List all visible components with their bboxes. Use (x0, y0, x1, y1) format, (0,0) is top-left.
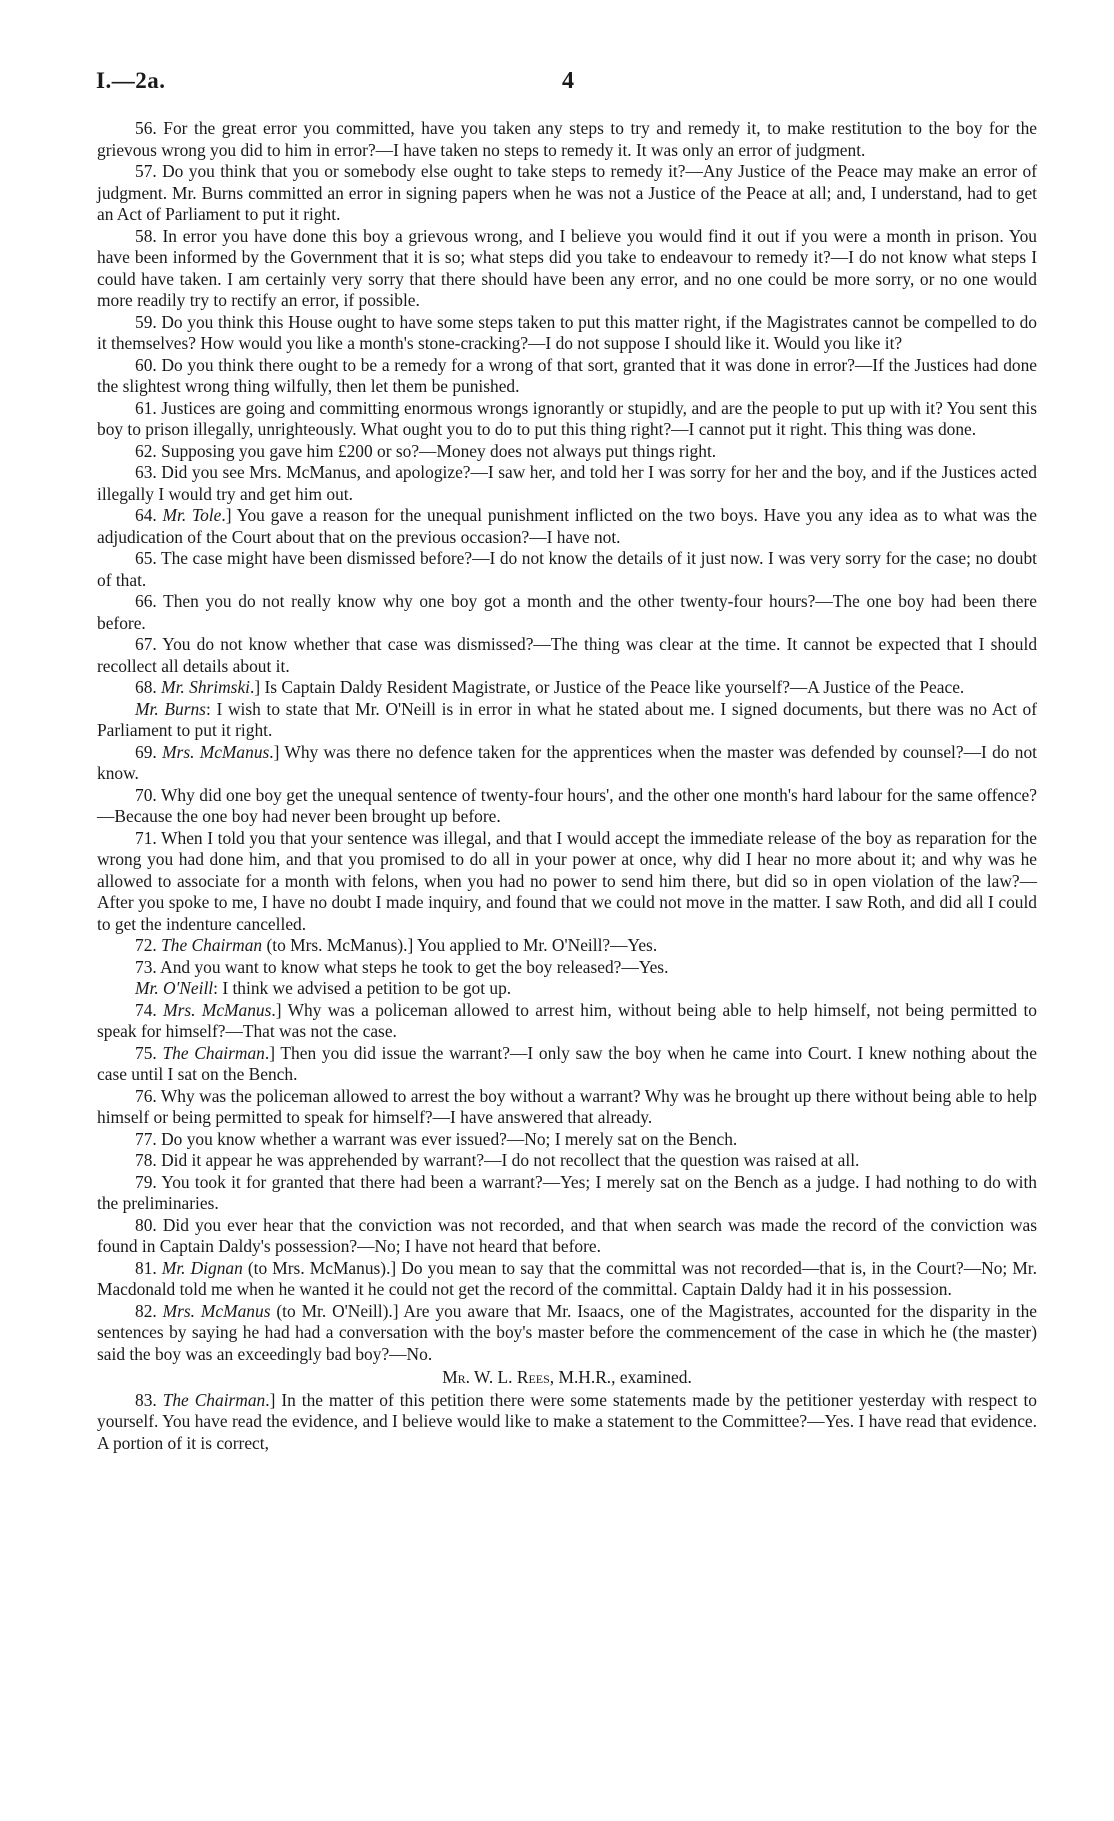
paragraph-number: 73. (135, 956, 157, 977)
paragraph (97, 1215, 1037, 1258)
paragraph-number: 76. (135, 1085, 157, 1106)
paragraph-text: Then you do not really know why one boy got a month and the other twenty-four hours?—The one boy had been there before. (97, 591, 1038, 633)
paragraph-text: Do you know whether a warrant was ever issued?—No; I merely sat on the Bench. (161, 1128, 738, 1149)
speaker-name: Mr. O'Neill (135, 978, 214, 998)
paragraph-number: 78. (135, 1150, 157, 1170)
witness-heading (97, 1367, 1037, 1389)
page-header (96, 68, 1036, 98)
paragraph (97, 1172, 1037, 1215)
paragraph-text: Then you did issue the warrant?—I only saw the boy when he came into Court. I knew nothing about the case until I sat on the Bench. (97, 1042, 1037, 1084)
paragraph (97, 935, 1037, 957)
paragraph (97, 634, 1037, 677)
paragraph-number: 74. (135, 999, 157, 1020)
paragraph-number: 72. (135, 935, 157, 955)
paragraph-number: 66. (135, 591, 157, 611)
paragraph-text: The case might have been dismissed before?—I do not know the details of it just now. I was very sorry for the case; no doubt of that. (97, 548, 1037, 590)
paragraph (97, 312, 1037, 355)
paragraph-text: In the matter of this petition there were some statements made by the petitioner yesterday with respect to yourself. You have read the evidence, and I believe would like to make a statement to the Committee?—Yes. I have read that evidence. A portion of it is correct, (97, 1389, 1037, 1453)
paragraph-number: 62. (135, 440, 157, 461)
paragraph-text: Justices are going and committing enormous wrongs ignorantly or stupidly, and are the people to put up with it? You sent this boy to prison illegally, unrighteously. What ought you to do to put this thing right?—I cannot put it right. This thing was done. (97, 397, 1037, 439)
speaker-tail: (to Mrs. McManus).] (242, 1257, 397, 1278)
paragraph-number: 82. (135, 1300, 157, 1321)
paragraph-text: Why was a policeman allowed to arrest him, without being able to help himself, not being permitted to speak for himself?—That was not the case. (97, 999, 1037, 1041)
paragraph-text: And you want to know what steps he took to get the boy released?—Yes. (160, 956, 669, 977)
paragraph-text: Why was there no defence taken for the apprentices when the master was defended by counsel?—I do not know. (97, 741, 1037, 783)
paragraph-text: Do you think that you or somebody else ought to take steps to remedy it?—Any Justice of the Peace may make an error of judgment. Mr. Burns committed an error in signing papers when he was not a Justice of the Peace at all; and, I understand, had to get an Act of Parliament to put it right. (97, 161, 1037, 224)
speaker-name: Mr. Burns (135, 698, 206, 719)
paragraph-number: 80. (135, 1214, 157, 1235)
speaker-name: The Chairman (162, 1389, 266, 1410)
witness-name: Mr. W. L. Rees, M.H.R., (442, 1367, 616, 1387)
speaker-name: The Chairman (161, 935, 263, 955)
paragraph-text: In error you have done this boy a grievous wrong, and I believe you would find it out if you were a month in prison. You have been informed by the Government that it is so; what steps did you take to endeavour to remedy it?—I do not know what steps I could have taken. I am certainly very sorry that there should have been any error, and no one could be more sorry, or no one would more readily try to rectify an error, if possible. (97, 225, 1037, 310)
paragraph (97, 1301, 1037, 1366)
paragraph (97, 1043, 1037, 1086)
paragraph-number: 64. (135, 505, 157, 525)
speaker-tail: (to Mr. O'Neill).] (270, 1300, 399, 1321)
paragraph (97, 505, 1037, 548)
speaker-tail: : (213, 978, 218, 998)
speaker-tail: .] (221, 505, 232, 525)
speaker-name: Mr. Shrimski (161, 677, 250, 697)
speaker-tail: .] (250, 677, 261, 697)
speaker-name: Mrs. McManus (162, 1300, 271, 1321)
paragraph (97, 1086, 1037, 1129)
paragraph (97, 785, 1037, 828)
paragraph-number: 71. (135, 827, 157, 848)
paragraph (97, 828, 1037, 936)
paragraph-number: 65. (135, 548, 157, 568)
paragraph-text: For the great error you committed, have you taken any steps to try and remedy it, to make restitution to the boy for the grievous wrong you did to him in error?—I have taken no steps to remedy it. It was only an error of judgment. (97, 118, 1037, 160)
paragraph (97, 441, 1037, 463)
paragraph-text: Do you think there ought to be a remedy for a wrong of that sort, granted that it was done in error?—If the Justices had done the slightest wrong thing wilfully, then let them be punished. (97, 354, 1037, 396)
paragraph (97, 677, 1037, 699)
paragraph-text: You do not know whether that case was dismissed?—The thing was clear at the time. It cannot be expected that I should recollect all details about it. (97, 634, 1038, 676)
paragraph-number: 59. (135, 311, 157, 332)
speaker-tail: .] (264, 1042, 275, 1063)
paragraph (97, 355, 1037, 398)
paragraph-text: Did you ever hear that the conviction was not recorded, and that when search was made the record of the conviction was found in Captain Daldy's possession?—No; I have not heard that before. (97, 1214, 1037, 1256)
paragraph (97, 591, 1037, 634)
paragraph (97, 1000, 1037, 1043)
paragraph (97, 398, 1037, 441)
paragraph (97, 742, 1037, 785)
paragraph-number: 77. (135, 1128, 157, 1149)
paragraph-text: You applied to Mr. O'Neill?—Yes. (413, 935, 658, 955)
speaker-tail: .] (265, 1389, 276, 1410)
paragraph (97, 462, 1037, 505)
paragraph (97, 978, 1037, 1000)
speaker-name: Mr. Tole (162, 505, 222, 525)
speaker-name: Mrs. McManus (163, 999, 272, 1020)
paragraph-number: 70. (135, 784, 157, 805)
paragraph-text: Why did one boy get the unequal sentence of twenty-four hours', and the other one month's hard labour for the same offence?—Because the one boy had never been brought up before. (97, 784, 1037, 826)
paragraph-number: 81. (135, 1257, 157, 1278)
paragraph-text: Supposing you gave him £200 or so?—Money does not always put things right. (161, 440, 717, 461)
document-body (97, 118, 1037, 1454)
paragraph (97, 548, 1037, 591)
paragraph-text: You gave a reason for the unequal punishment inflicted on the two boys. Have you any idea as to what was the adjudication of the Court about that on the previous occasion?—I have not. (97, 505, 1037, 547)
paragraph (97, 1129, 1037, 1151)
speaker-name: Mr. Dignan (161, 1257, 243, 1278)
paragraph-text: When I told you that your sentence was illegal, and that I would accept the immediate release of the boy as reparation for the wrong you had done him, and that you promised to do all in your power at once, why did I hear no more about it; and why was he allowed to associate for a month with felons, when you had no power to send him there, but did so in open violation of the law?—After you spoke to me, I have no doubt I made inquiry, and found that we could not move in the matter. I saw Roth, and did all I could to get the indenture cancelled. (97, 827, 1037, 934)
paragraph (97, 1150, 1037, 1172)
paragraph-text: Is Captain Daldy Resident Magistrate, or Justice of the Peace like yourself?—A Justice of the Peace. (260, 677, 965, 697)
speaker-tail: .] (269, 741, 280, 762)
paragraph-text: Did it appear he was apprehended by warrant?—I do not recollect that the question was raised at all. (161, 1150, 860, 1170)
paragraph-number: 63. (135, 462, 157, 482)
paragraph (97, 161, 1037, 226)
paragraph-text: Do you mean to say that the committal was not recorded—that is, in the Court?—No; Mr. Macdonald told me when he wanted it he could not get the record of the committal. Captain Daldy had it in his possession. (97, 1257, 1037, 1299)
paragraph-text: Did you see Mrs. McManus, and apologize?—I saw her, and told her I was sorry for her and the boy, and if the Justices acted illegally I would try and get him out. (97, 462, 1037, 504)
document-reference: I.—2a. (96, 68, 166, 93)
witness-heading-suffix: examined. (615, 1367, 692, 1387)
paragraph (97, 1390, 1037, 1455)
paragraph-number: 56. (135, 118, 157, 138)
paragraph-number: 69. (135, 741, 157, 762)
paragraph-text: Are you aware that Mr. Isaacs, one of the Magistrates, accounted for the disparity in the sentences by saying he had had a conversation with the boy's master before the commencement of the case in which he (the master) said the boy was an exceedingly bad boy?—No. (97, 1300, 1037, 1364)
speaker-name: Mrs. McManus (162, 741, 270, 762)
paragraph-number: 83. (135, 1389, 157, 1410)
paragraph-number: 68. (135, 677, 157, 697)
paragraph-number: 79. (135, 1171, 157, 1192)
paragraph-number: 60. (135, 354, 157, 375)
paragraph (97, 957, 1037, 979)
paragraph (97, 699, 1037, 742)
paragraph-number: 75. (135, 1042, 157, 1063)
paragraph-number: 57. (135, 161, 157, 181)
paragraph (97, 118, 1037, 161)
paragraph-text: Why was the policeman allowed to arrest the boy without a warrant? Why was he brought up there without being able to help himself or being permitted to speak for himself?—I have answered that already. (97, 1085, 1037, 1127)
speaker-tail: : (205, 698, 211, 719)
page-number: 4 (562, 68, 574, 94)
paragraph-text: Do you think this House ought to have some steps taken to put this matter right, if the Magistrates cannot be compelled to do it themselves? How would you like a month's stone-cracking?—I do not suppose I should like it. Would you like it? (97, 311, 1037, 353)
paragraph-number: 67. (135, 634, 157, 654)
paragraph (97, 226, 1037, 312)
speaker-tail: .] (271, 999, 282, 1020)
speaker-tail: (to Mrs. McManus).] (262, 935, 414, 955)
paragraph-list (97, 118, 1037, 1365)
paragraph-number: 61. (135, 397, 157, 418)
paragraph-number: 58. (135, 225, 157, 246)
paragraph-text: You took it for granted that there had been a warrant?—Yes; I merely sat on the Bench as a judge. I had nothing to do with the preliminaries. (97, 1171, 1037, 1213)
paragraph-text: I think we advised a petition to be got up. (217, 978, 512, 998)
paragraph-text: I wish to state that Mr. O'Neill is in error in what he stated about me. I signed documents, but there was no Act of Parliament to put it right. (97, 698, 1037, 740)
paragraph (97, 1258, 1037, 1301)
speaker-name: The Chairman (162, 1042, 265, 1063)
